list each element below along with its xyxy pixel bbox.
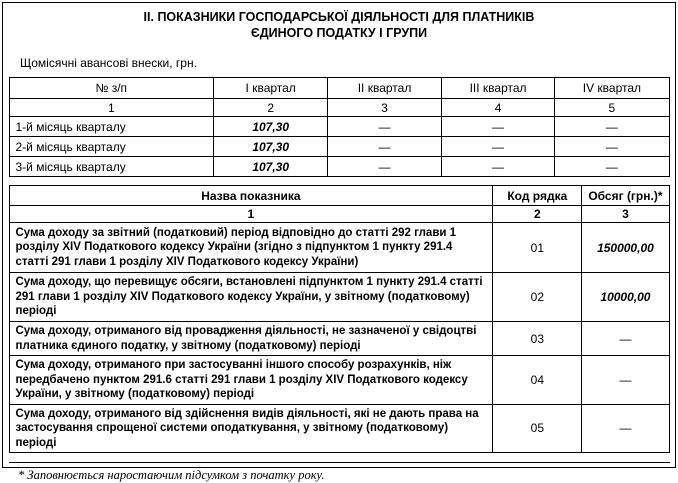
table-row bbox=[9, 356, 669, 405]
table-row bbox=[9, 322, 669, 356]
table-row bbox=[9, 404, 669, 453]
row-value: 150000,00 bbox=[582, 223, 669, 273]
column-number: 1 bbox=[9, 99, 214, 117]
row-value: — bbox=[582, 404, 669, 453]
table-row bbox=[9, 157, 669, 177]
row-code: 02 bbox=[493, 273, 582, 322]
advance-payments-caption: Щомісячні авансові внески, грн. bbox=[20, 56, 197, 70]
row-code: 04 bbox=[493, 356, 582, 405]
quarter4-amount: — bbox=[555, 157, 669, 177]
header-quarter-2: II квартал bbox=[328, 78, 442, 99]
row-code: 05 bbox=[493, 404, 582, 453]
indicators-table-column-numbers-row bbox=[9, 206, 669, 223]
column-number: 2 bbox=[493, 206, 582, 223]
table-row bbox=[9, 137, 669, 157]
row-code: 01 bbox=[493, 223, 582, 273]
header-volume: Обсяг (грн.)* bbox=[582, 186, 669, 206]
quarter3-amount: — bbox=[441, 137, 555, 157]
table-row bbox=[9, 223, 669, 273]
section-title-line2: ЄДИНОГО ПОДАТКУ І ГРУПИ bbox=[250, 26, 428, 40]
row-value: — bbox=[582, 356, 669, 405]
column-number: 5 bbox=[555, 99, 669, 117]
column-number: 3 bbox=[582, 206, 669, 223]
advance-table-column-numbers-row bbox=[9, 99, 669, 117]
header-row-code: Код рядка bbox=[493, 186, 582, 206]
quarter4-amount: — bbox=[555, 137, 669, 157]
header-quarter-3: III квартал bbox=[441, 78, 555, 99]
footnote: * Заповнюється наростаючим підсумком з початку року. bbox=[18, 468, 325, 482]
month-label: 2-й місяць кварталу bbox=[9, 137, 214, 157]
month-label: 3-й місяць кварталу bbox=[9, 157, 214, 177]
footnote-separator bbox=[9, 462, 670, 463]
header-quarter-1: I квартал bbox=[214, 78, 328, 99]
row-value: 10000,00 bbox=[582, 273, 669, 322]
quarter2-amount: — bbox=[328, 117, 442, 137]
column-number: 2 bbox=[214, 99, 328, 117]
table-row bbox=[9, 273, 669, 322]
indicator-name: Сума доходу за звітний (податковий) період відповідно до статті 292 глави 1 розділу XIV Податкового кодексу України (згідно з підпунктом 1 пункту 291.4 статті 291 глави 1 розділу XIV Податкового кодексу України) bbox=[9, 223, 493, 273]
quarter2-amount: — bbox=[328, 137, 442, 157]
column-number: 3 bbox=[328, 99, 442, 117]
quarter3-amount: — bbox=[441, 157, 555, 177]
indicator-name: Сума доходу, отриманого від провадження діяльності, не зазначеної у свідоцтві платника єдиного податку, у звітному (податковому) періоді bbox=[9, 322, 493, 356]
quarter4-amount: — bbox=[555, 117, 669, 137]
indicator-name: Сума доходу, отриманого від здійснення видів діяльності, які не дають права на застосування спрощеної системи оподаткування, у звітному (податковому) періоді bbox=[9, 404, 493, 453]
indicator-name: Сума доходу, що перевищує обсяги, встановлені підпунктом 1 пункту 291.4 статті 291 глави 1 розділу XIV Податкового кодексу України, у звітному (податковому) періоді bbox=[9, 273, 493, 322]
header-indicator-name: Назва показника bbox=[9, 186, 493, 206]
header-row-number: № з/п bbox=[9, 78, 214, 99]
quarter3-amount: — bbox=[441, 117, 555, 137]
table-row bbox=[9, 117, 669, 137]
indicators-table-header-row bbox=[9, 186, 669, 206]
quarter1-amount: 107,30 bbox=[214, 137, 328, 157]
quarter1-amount: 107,30 bbox=[214, 117, 328, 137]
section-title bbox=[0, 0, 678, 41]
row-value: — bbox=[582, 322, 669, 356]
quarter1-amount: 107,30 bbox=[214, 157, 328, 177]
column-number: 1 bbox=[9, 206, 493, 223]
quarter2-amount: — bbox=[328, 157, 442, 177]
header-quarter-4: IV квартал bbox=[555, 78, 669, 99]
advance-payments-table bbox=[9, 77, 670, 177]
section-title-line1: II. ПОКАЗНИКИ ГОСПОДАРСЬКОЇ ДІЯЛЬНОСТІ ДЛЯ ПЛАТНИКІВ bbox=[143, 10, 535, 24]
advance-table-header-row bbox=[9, 78, 669, 99]
indicators-table bbox=[9, 185, 670, 453]
indicator-name: Сума доходу, отриманого при застосуванні іншого способу розрахунків, ніж передбачено пунктом 291.6 статті 291 глави 1 розділу XIV Податкового кодексу України, у звітному (податковому) періоді bbox=[9, 356, 493, 405]
month-label: 1-й місяць кварталу bbox=[9, 117, 214, 137]
row-code: 03 bbox=[493, 322, 582, 356]
column-number: 4 bbox=[441, 99, 555, 117]
